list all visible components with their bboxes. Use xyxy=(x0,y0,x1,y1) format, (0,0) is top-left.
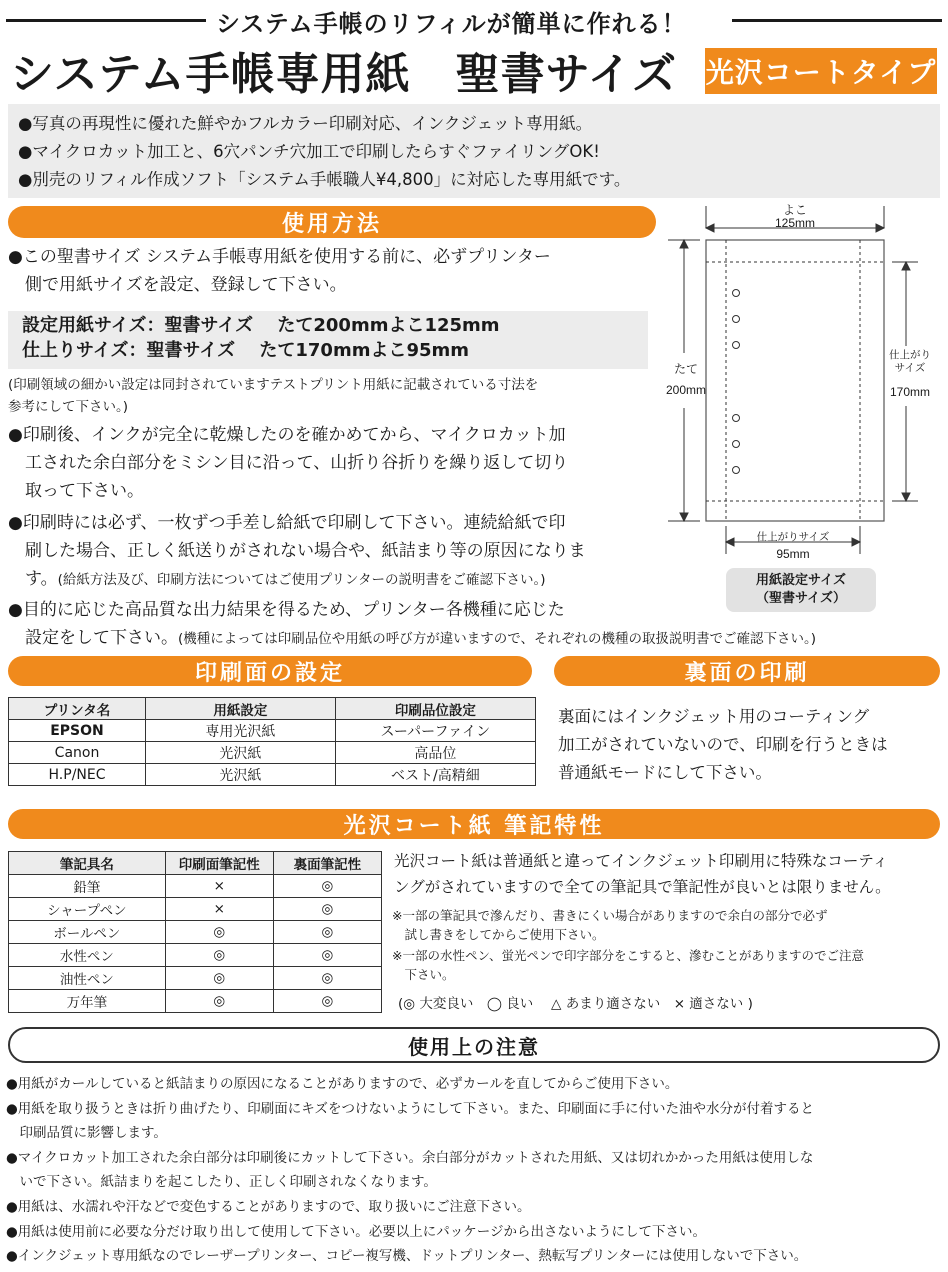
usage-line: 側で用紙サイズを設定、登録して下さい。 xyxy=(8,275,347,295)
table-row xyxy=(9,875,382,898)
table-cell: ◎ xyxy=(165,967,273,990)
usage-line-text: す。 xyxy=(8,569,58,589)
table-cell: ◎ xyxy=(273,921,381,944)
table-cell: ◎ xyxy=(273,944,381,967)
table-cell: 水性ペン xyxy=(9,944,166,967)
gloss-note-2 xyxy=(392,946,864,984)
gloss-note-line: ※一部の水性ペン、蛍光ペンで印字部分をこすると、滲むことがありますのでご注意 xyxy=(392,948,864,963)
usage-heading: 使用方法 xyxy=(8,206,656,238)
caution-line: ●用紙は、水濡れや汗などで変色することがありますので、取り扱いにご注意下さい。 xyxy=(6,1198,531,1215)
table-cell: 専用光沢紙 xyxy=(146,720,336,742)
table-row xyxy=(9,990,382,1013)
table-cell: H.P/NEC xyxy=(9,764,146,786)
gloss-note-line: 試し書きをしてからご使用下さい。 xyxy=(392,927,605,942)
gloss-note-1 xyxy=(392,906,827,944)
intro-line: ●写真の再現性に優れた鮮やかフルカラー印刷対応、インクジェット専用紙。 xyxy=(18,114,593,133)
table-cell: × xyxy=(165,875,273,898)
caution-heading: 使用上の注意 xyxy=(8,1027,940,1063)
usage-note-line: (印刷領域の細かい設定は同封されていますテストプリント用紙に記載されている寸法を xyxy=(8,377,539,393)
height-value: 200mm xyxy=(665,383,707,397)
table-cell: スーパーファイン xyxy=(335,720,535,742)
width-value: 125mm xyxy=(774,216,816,230)
usage-line: ●目的に応じた高品質な出力結果を得るため、プリンター各機種に応じた xyxy=(8,600,565,620)
table-cell: シャープペン xyxy=(9,898,166,921)
caution-line: ●用紙がカールしていると紙詰まりの原因になることがありますので、必ずカールを直してからご使用下さい。 xyxy=(6,1076,679,1092)
table-cell: Canon xyxy=(9,742,146,764)
gloss-line: ングがされていますので全ての筆記具で筆記性が良いとは限りません。 xyxy=(394,878,891,896)
usage-line xyxy=(8,624,816,652)
table-header-row xyxy=(9,698,536,720)
caution-list xyxy=(6,1072,942,1269)
table-cell: ◎ xyxy=(165,990,273,1013)
paper-size-diagram xyxy=(664,198,948,618)
diagram-caption-line: （聖書サイズ） xyxy=(756,591,846,606)
table-cell: ◎ xyxy=(273,875,381,898)
finish-right-value: 170mm xyxy=(889,385,931,399)
table-row xyxy=(9,921,382,944)
usage-line: 工された余白部分をミシン目に沿って、山折り谷折りを繰り返して切り xyxy=(8,453,569,473)
column-header: プリンタ名 xyxy=(9,698,146,720)
column-header: 用紙設定 xyxy=(146,698,336,720)
table-row xyxy=(9,944,382,967)
usage-paragraph-3 xyxy=(8,509,586,593)
usage-note xyxy=(8,374,538,418)
caution-line: ●マイクロカット加工された余白部分は印刷後にカットして下さい。余白部分がカットされた用紙、又は切れかかった用紙は使用しな xyxy=(6,1149,814,1166)
gloss-heading: 光沢コート紙 筆記特性 xyxy=(8,809,940,839)
usage-line: 刷した場合、正しく紙送りがされない場合や、紙詰まり等の原因になりま xyxy=(8,541,586,561)
page-title: システム手帳専用紙 聖書サイズ xyxy=(10,49,678,100)
type-badge: 光沢コートタイプ xyxy=(705,48,937,94)
table-cell: 光沢紙 xyxy=(146,742,336,764)
column-header: 筆記具名 xyxy=(9,852,166,875)
gloss-description xyxy=(394,848,891,900)
gloss-note-line: ※一部の筆記具で滲んだり、書きにくい場合がありますので余白の部分で必ず xyxy=(392,908,828,923)
usage-line: 取って下さい。 xyxy=(8,481,144,501)
usage-small-note: (給紙方法及び、印刷方法についてはご使用プリンターの説明書をご確認下さい。) xyxy=(57,572,546,588)
table-row xyxy=(9,764,536,786)
height-label: たて xyxy=(673,362,699,376)
usage-line: ●印刷時には必ず、一枚ずつ手差し給紙で印刷して下さい。連続給紙で印 xyxy=(8,513,566,533)
table-row xyxy=(9,898,382,921)
caution-line: ●インクジェット専用紙なのでレーザープリンター、コピー複写機、ドットプリンター、熱転写プリンターには使用しないで下さい。 xyxy=(6,1248,808,1265)
column-header: 印刷品位設定 xyxy=(335,698,535,720)
table-cell: ◎ xyxy=(273,967,381,990)
intro-box xyxy=(8,104,940,198)
usage-line-text: 設定をして下さい。 xyxy=(8,628,178,648)
finish-right-label-2: サイズ xyxy=(894,362,926,374)
table-cell: 鉛筆 xyxy=(9,875,166,898)
caution-line: 印刷品質に影響します。 xyxy=(6,1125,167,1142)
usage-paragraph-1 xyxy=(8,243,551,299)
back-print-line: 普通紙モードにして下さい。 xyxy=(558,763,772,782)
usage-note-line: 参考にして下さい。) xyxy=(8,399,129,415)
table-row xyxy=(9,742,536,764)
gloss-note-line: 下さい。 xyxy=(392,967,455,982)
table-cell: ボールペン xyxy=(9,921,166,944)
table-cell: ◎ xyxy=(273,898,381,921)
table-header-row xyxy=(9,852,382,875)
usage-small-note: (機種によっては印刷品位や用紙の呼び方が違いますので、それぞれの機種の取扱説明書でご確認下さい。) xyxy=(178,631,817,647)
table-cell: ◎ xyxy=(165,921,273,944)
tagline xyxy=(0,4,948,36)
table-cell: EPSON xyxy=(9,720,146,742)
width-label: よこ xyxy=(782,203,808,217)
table-cell: 高品位 xyxy=(335,742,535,764)
back-print-line: 裏面にはインクジェット用のコーティング xyxy=(558,707,870,726)
caution-line: ●用紙は使用前に必要な分だけ取り出して使用して下さい。必要以上にパッケージから出さないようにして下さい。 xyxy=(6,1223,707,1240)
column-header: 裏面筆記性 xyxy=(273,852,381,875)
caution-line: ●用紙を取り扱うときは折り曲げたり、印刷面にキズをつけないようにして下さい。また、印刷面に手に付いた油や水分が付着すると xyxy=(6,1100,815,1117)
table-cell: ◎ xyxy=(165,944,273,967)
writing-table xyxy=(8,851,382,1013)
diagram-caption-line: 用紙設定サイズ xyxy=(756,573,846,588)
tagline-rule-left xyxy=(6,19,206,22)
back-print-text xyxy=(558,703,888,787)
table-cell: × xyxy=(165,898,273,921)
setting-size-line: 設定用紙サイズ：聖書サイズ たて200mmよこ125mm xyxy=(22,315,500,336)
print-settings-heading: 印刷面の設定 xyxy=(8,656,532,686)
tagline-rule-right xyxy=(732,19,942,22)
table-cell: 油性ペン xyxy=(9,967,166,990)
column-header: 印刷面筆記性 xyxy=(165,852,273,875)
finish-size-line: 仕上りサイズ：聖書サイズ たて170mmよこ95mm xyxy=(22,340,470,361)
diagram-caption xyxy=(726,568,876,612)
size-settings-box xyxy=(8,311,648,369)
table-cell: 万年筆 xyxy=(9,990,166,1013)
caution-line: いで下さい。紙詰まりを起こしたり、正しく印刷されなくなります。 xyxy=(6,1174,437,1191)
print-settings-table xyxy=(8,697,536,786)
usage-line xyxy=(8,565,586,593)
writing-legend: (◎ 大変良い ◯ 良い △ あまり適さない × 適さない ) xyxy=(398,996,753,1012)
intro-line: ●マイクロカット加工と、6穴パンチ穴加工で印刷したらすぐファイリングOK! xyxy=(18,142,600,161)
table-cell: 光沢紙 xyxy=(146,764,336,786)
table-row xyxy=(9,720,536,742)
finish-bottom-label: 仕上がりサイズ xyxy=(756,531,830,543)
intro-line: ●別売のリフィル作成ソフト「システム手帳職人¥4,800」に対応した専用紙です。 xyxy=(18,170,631,189)
table-cell: ベスト/高精細 xyxy=(335,764,535,786)
back-print-line: 加工がされていないので、印刷を行うときは xyxy=(558,735,888,754)
table-cell: ◎ xyxy=(273,990,381,1013)
back-print-heading: 裏面の印刷 xyxy=(554,656,940,686)
usage-line: ●印刷後、インクが完全に乾燥したのを確かめてから、マイクロカット加 xyxy=(8,425,566,445)
finish-right-label-1: 仕上がり xyxy=(889,349,931,361)
usage-line: ●この聖書サイズ システム手帳専用紙を使用する前に、必ずプリンター xyxy=(8,247,551,267)
tagline-text: システム手帳のリフィルが簡単に作れる！ xyxy=(216,10,687,38)
usage-paragraph-2 xyxy=(8,421,568,505)
gloss-line: 光沢コート紙は普通紙と違ってインクジェット印刷用に特殊なコーティ xyxy=(394,852,889,870)
table-row xyxy=(9,967,382,990)
finish-bottom-value: 95mm xyxy=(776,547,810,561)
